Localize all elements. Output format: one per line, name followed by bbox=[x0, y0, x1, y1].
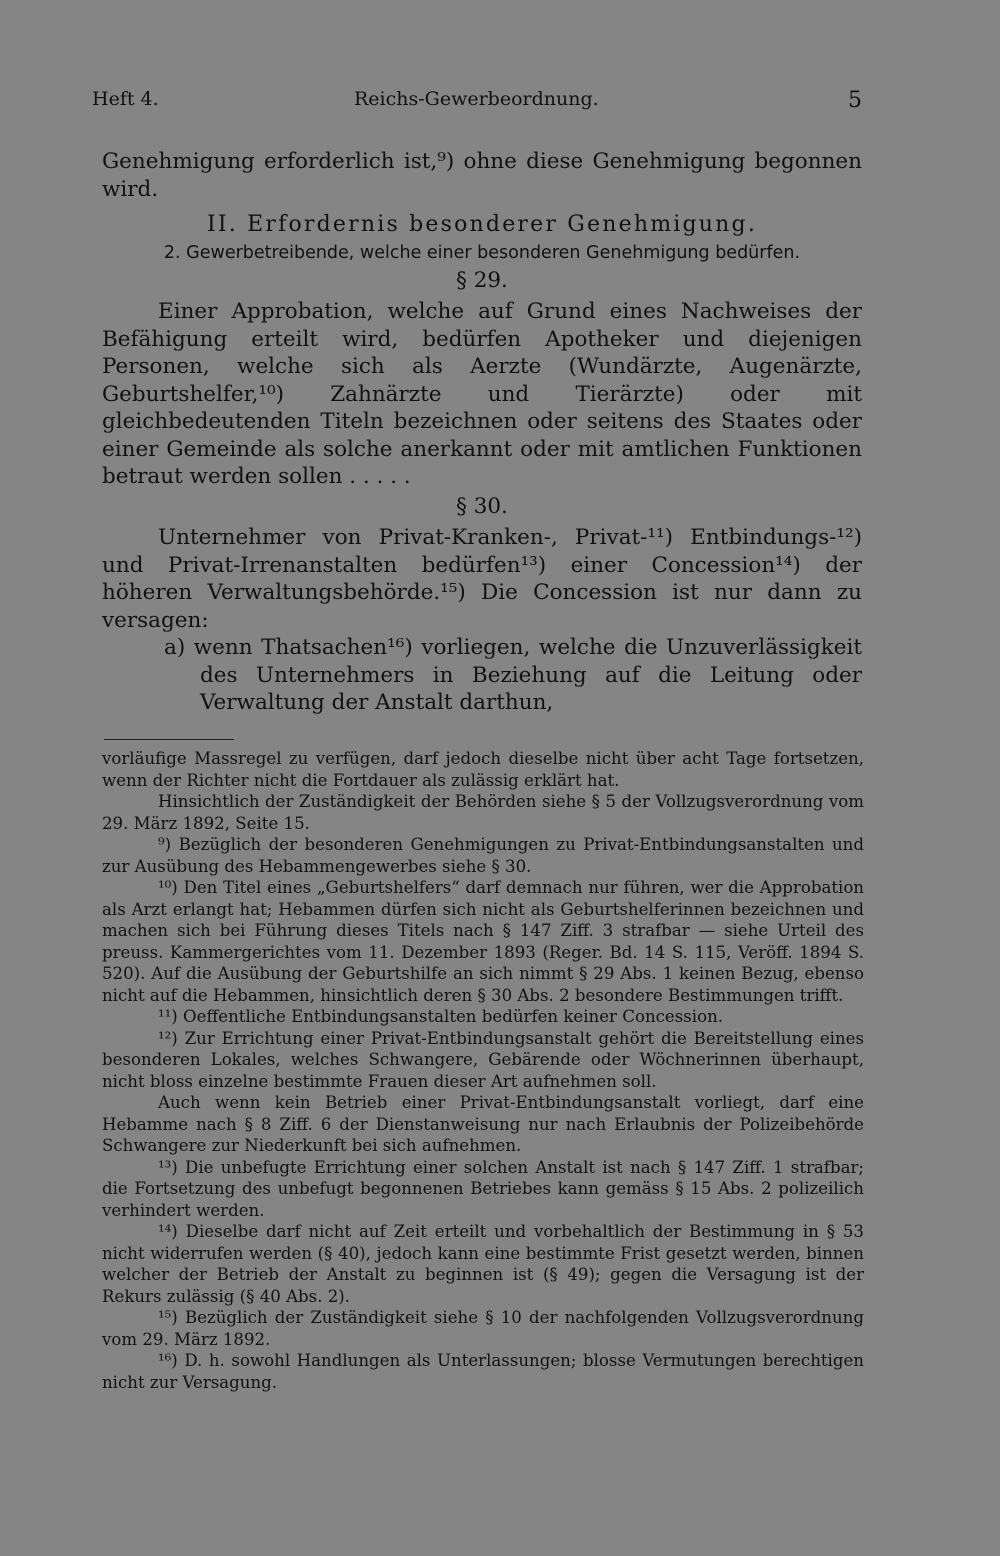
footnote-13: ¹³) Die unbefugte Errichtung einer solchen Anstalt ist nach § 147 Ziff. 1 strafbar; die Fortsetzung des unbefugt begonnenen Betriebes kann gemäss § 15 Abs. 2 polizeilich verhindert werden. bbox=[102, 1157, 864, 1220]
section-30-item-a: a) wenn Thatsachen¹⁶) vorliegen, welche die Unzuverlässigkeit des Unternehmers in Beziehung auf die Leitung oder Verwaltung der Anstalt darthun, bbox=[164, 635, 862, 715]
footnote-12: ¹²) Zur Errichtung einer Privat-Entbindungsanstalt gehört die Bereitstellung eines besonderen Lokales, welches Schwangere, Gebärende oder Wöchnerinnen überhaupt, nicht bloss einzelne bestimmte Frauen dieser Art aufnehmen soll. bbox=[102, 1028, 864, 1091]
section-29-text: Einer Approbation, welche auf Grund eines Nachweises der Befähigung erteilt wird, bedürfen Apotheker und diejenigen Personen, welche sich als Aerzte (Wundärzte, Augenärzte, Geburtshelfer,¹⁰) Zahnärzte und Tierärzte) oder mit gleichbedeutenden Titeln bezeichnen oder seitens des Staates oder einer Gemeinde als solche anerkannt oder mit amtlichen Funktionen betraut werden sollen . . . . . bbox=[102, 299, 862, 489]
section-30-text: Unternehmer von Privat-Kranken-, Privat-¹¹) Entbindungs-¹²) und Privat-Irrenanstalten bedürfen¹³) einer Concession¹⁴) der höheren Verwaltungsbehörde.¹⁵) Die Concession ist nur dann zu versagen: bbox=[102, 525, 862, 633]
footnote-11: ¹¹) Oeffentliche Entbindungsanstalten bedürfen keiner Concession. bbox=[158, 1007, 724, 1026]
footnote-divider bbox=[104, 739, 234, 740]
footnote-14: ¹⁴) Dieselbe darf nicht auf Zeit erteilt und vorbehaltlich der Bestimmung in § 53 nicht widerrufen werden (§ 40), jedoch kann eine bestimmte Frist gesetzt werden, binnen welcher der Betrieb der Anstalt zu beginnen ist (§ 49); gegen die Versagung ist der Rekurs zulässig (§ 40 Abs. 2). bbox=[102, 1222, 864, 1306]
section-heading: II. Erfordernis besonderer Genehmigung. bbox=[206, 212, 758, 237]
main-text bbox=[102, 148, 862, 717]
page-number: 5 bbox=[848, 88, 862, 113]
subheading: 2. Gewerbetreibende, welche einer besonderen Genehmigung bedürfen. bbox=[163, 242, 801, 263]
running-title: Reichs-Gewerbeordnung. bbox=[354, 88, 599, 110]
footnote-16: ¹⁶) D. h. sowohl Handlungen als Unterlassungen; blosse Vermutungen berechtigen nicht zur Versagung. bbox=[102, 1351, 864, 1392]
footnote-10: ¹⁰) Den Titel eines „Geburtshelfers“ darf demnach nur führen, wer die Approbation als Arzt erlangt hat; Hebammen dürfen sich nicht als Geburtshelferinnen bezeichnen und machen sich bei Führung dieses Titels nach § 147 Ziff. 3 strafbar — siehe Urteil des preuss. Kammergerichtes vom 11. Dezember 1893 (Reger. Bd. 14 S. 115, Veröff. 1894 S. 520). Auf die Ausübung der Geburtshilfe an sich nimmt § 29 Abs. 1 keinen Bezug, ebenso nicht auf die Hebammen, hinsichtlich deren § 30 Abs. 2 besondere Bestimmungen trifft. bbox=[102, 878, 864, 1005]
intro-paragraph: Genehmigung erforderlich ist,⁹) ohne diese Genehmigung begonnen wird. bbox=[102, 149, 862, 202]
section-29-sign: § 29. bbox=[456, 267, 508, 293]
footnote-9: ⁹) Bezüglich der besonderen Genehmigungen zu Privat-Entbindungsanstalten und zur Ausübung des Hebammengewerbes siehe § 30. bbox=[102, 835, 864, 876]
footnote-15: ¹⁵) Bezüglich der Zuständigkeit siehe § 10 der nachfolgenden Vollzugsverordnung vom 29. März 1892. bbox=[102, 1308, 864, 1349]
footnote-paragraph: Hinsichtlich der Zuständigkeit der Behörden siehe § 5 der Vollzugsverordnung vom 29. März 1892, Seite 15. bbox=[102, 792, 864, 833]
footnote-continuation: vorläufige Massregel zu verfügen, darf jedoch dieselbe nicht über acht Tage fortsetzen, wenn der Richter nicht die Fortdauer als zulässig erklärt hat. bbox=[102, 749, 864, 790]
section-30-sign: § 30. bbox=[456, 493, 508, 519]
issue-label: Heft 4. bbox=[92, 88, 159, 110]
running-header bbox=[92, 88, 862, 118]
footnotes bbox=[102, 748, 864, 1393]
footnote-12-continued: Auch wenn kein Betrieb einer Privat-Entbindungsanstalt vorliegt, darf eine Hebamme nach § 8 Ziff. 6 der Dienstanweisung nur nach Erlaubnis der Polizeibehörde Schwangere zur Niederkunft bei sich aufnehmen. bbox=[102, 1093, 864, 1155]
